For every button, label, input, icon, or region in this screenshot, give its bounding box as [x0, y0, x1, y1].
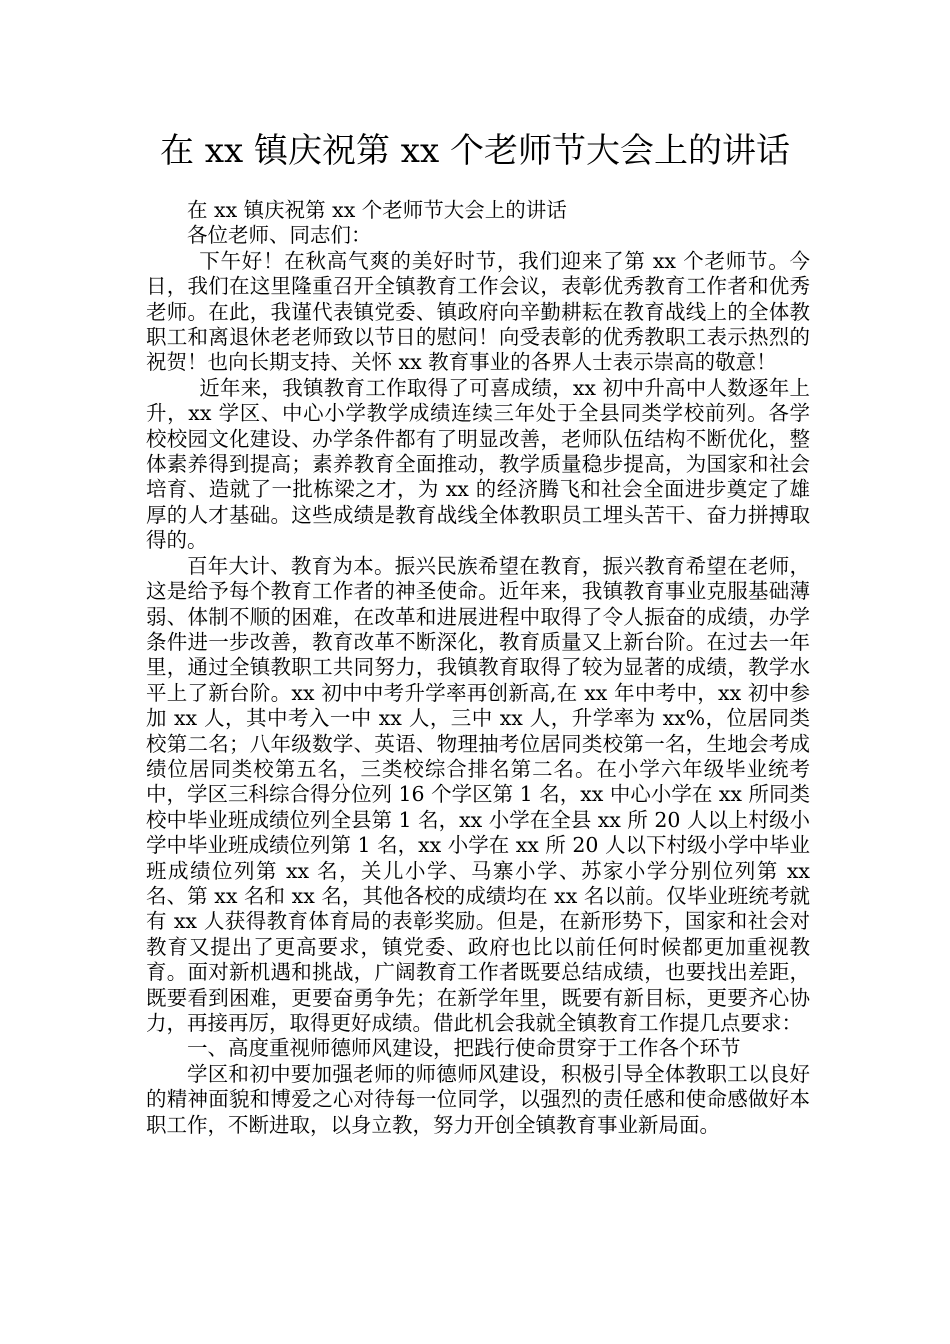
body-paragraph: 百年大计、教育为本。振兴民族希望在教育，振兴教育希望在老师，这是给予每个教育工作者的神圣使命。近年来，我镇教育事业克服基础薄弱、体制不顺的困难，在改革和进展进程中取得了令人振奋的成绩，办学条件进一步改善，教育改革不断深化，教育质量又上新台阶。在过去一年里，通过全镇教职工共同努力，我镇教育取得了较为显著的成绩，教学水平上了新台阶。xx 初中中考升学率再创新高,在 xx 年中考中，xx 初中参加 xx 人，其中考入一中 xx 人，三中 xx 人，升学率为 xx%，位居同类校第二名；八年级数学、英语、物理抽考位居同类校第一名，生地会考成绩位居同类校第五名，三类校综合排名第二名。在小学六年级毕业统考中，学区三科综合得分位列 16 个学区第 1 名，xx 中心小学在 xx 所同类校中毕业班成绩位列全县第 1 名，xx 小学在全县 xx 所 20 人以上村级小学中毕业班成绩位列第 1 名，xx 小学在 xx 所 20 人以下村级小学中毕业班成绩位列第 xx 名，关儿小学、马寨小学、苏家小学分别位列第 xx 名、第 xx 名和 xx 名，其他各校的成绩均在 xx 名以前。仅毕业班统考就有 xx 人获得教育体育局的表彰奖励。但是，在新形势下，国家和社会对教育又提出了更高要求，镇党委、政府也比以前任何时候都更加重视教育。面对新机遇和挑战，广阔教育工作者既要总结成绩，也要找出差距，既要看到困难，更要奋勇争先；在新学年里，既要有新目标，更要齐心协力，再接再厉，取得更好成绩。借此机会我就全镇教育工作提几点要求：: [146, 553, 810, 1035]
subtitle-paragraph: 在 xx 镇庆祝第 xx 个老师节大会上的讲话: [187, 198, 567, 222]
section-heading: 一、高度重视师德师风建设，把践行使命贯穿于工作各个环节: [187, 1036, 741, 1061]
body-paragraph: 学区和初中要加强老师的师德师风建设，积极引导全体教职工以良好的精神面貌和博爱之心对待每一位同学，以强烈的责任感和使命感做好本职工作，不断进取，以身立教，努力开创全镇教育事业新局面。: [146, 1061, 810, 1137]
body-paragraph: 下午好！在秋高气爽的美好时节，我们迎来了第 xx 个老师节。今日，我们在这里隆重召开全镇教育工作会议，表彰优秀教育工作者和优秀老师。在此，我谨代表镇党委、镇政府向辛勤耕耘在教育战线上的全体教职工和离退休老老师致以节日的慰问！向受表彰的优秀教职工表示热烈的祝贺！也向长期支持、关怀 xx 教育事业的各界人士表示崇高的敬意！: [146, 248, 810, 375]
salutation-paragraph: 各位老师、同志们：: [187, 223, 372, 248]
document-title: 在 xx 镇庆祝第 xx 个老师节大会上的讲话: [160, 131, 790, 171]
body-paragraph: 近年来，我镇教育工作取得了可喜成绩，xx 初中升高中人数逐年上升，xx 学区、中心小学教学成绩连续三年处于全县同类学校前列。各学校校园文化建设、办学条件都有了明显改善，老师队伍结构不断优化，整体素养得到提高；素养教育全面推动，教学质量稳步提高，为国家和社会培育、造就了一批栋梁之才，为 xx 的经济腾飞和社会全面进步奠定了雄厚的人才基础。这些成绩是教育战线全体教职员工埋头苦干、奋力拼搏取得的。: [146, 375, 810, 553]
document-body: [146, 198, 810, 1138]
